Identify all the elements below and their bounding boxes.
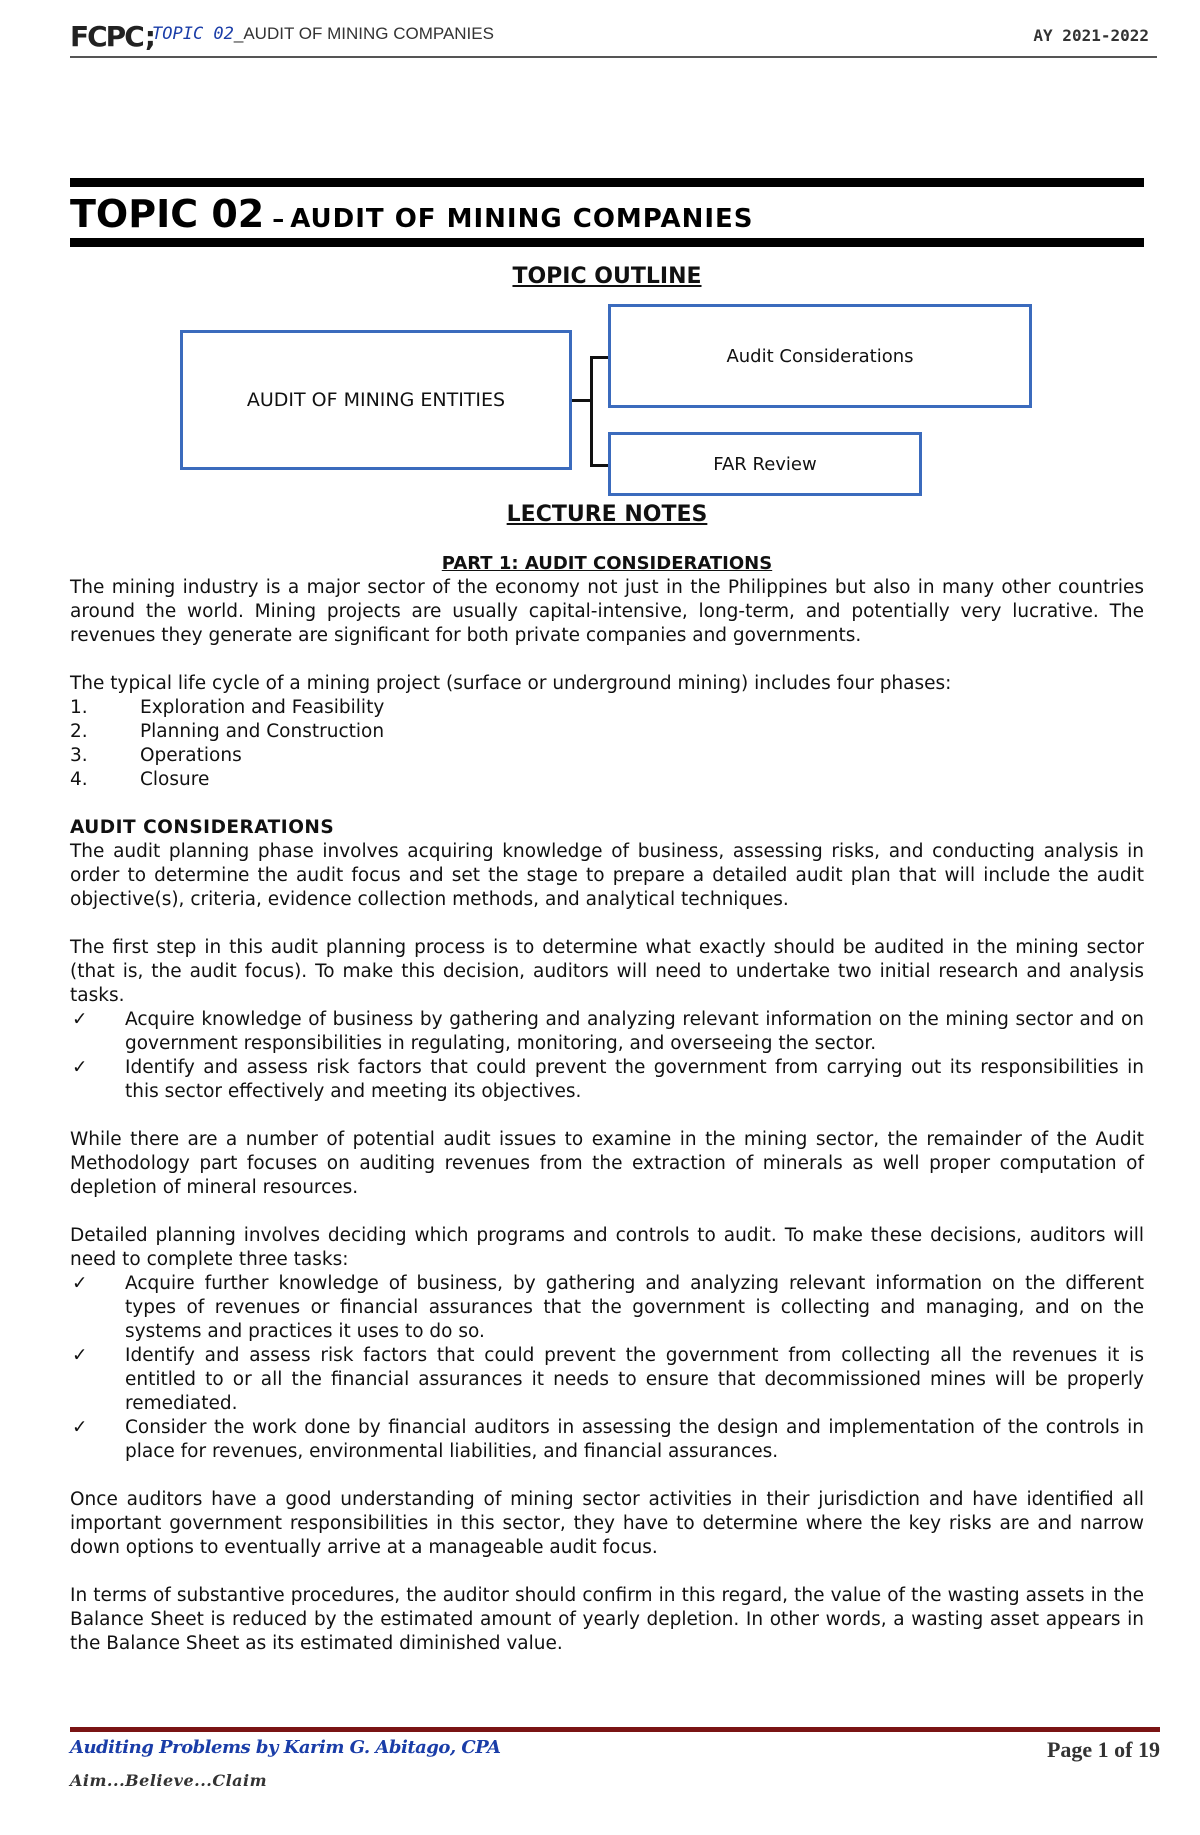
footer-author: Auditing Problems by Karim G. Abitago, CPA [70, 1737, 501, 1758]
list-item [70, 768, 1144, 792]
outline-branch-1-label: Audit Considerations [726, 345, 914, 367]
title-subtitle: AUDIT OF MINING COMPANIES [290, 204, 754, 234]
list-item-text: Operations [140, 745, 242, 766]
connector-to-branch-2 [590, 464, 608, 467]
checklist-text: Acquire further knowledge of business, by gathering and analyzing relevant information on the different types of revenues or financial assurances that the government is collecting and managing, and on the systems and practices it uses to do so. [125, 1273, 1144, 1342]
audit-paragraph-5: Once auditors have a good understanding of mining sector activities in their jurisdiction and have identified all important government responsibilities in this sector, they have to determine where the key risks are and narrow down options to eventually arrive at a manageable audit focus. [70, 1489, 1144, 1558]
outline-root-box [180, 330, 572, 470]
list-item-number: 3. [70, 745, 88, 766]
check-icon: ✓ [72, 1345, 88, 1366]
connector-horizontal-root [572, 399, 592, 402]
audit-paragraph-6: In terms of substantive procedures, the auditor should confirm in this regard, the value of the wasting assets in the Balance Sheet is reduced by the estimated amount of yearly depletion. In other words, a wasting asset appears in the Balance Sheet as its estimated diminished value. [70, 1585, 1144, 1654]
connector-to-branch-1 [590, 356, 608, 359]
title-main: TOPIC 02 [70, 192, 265, 236]
checklist-text: Identify and assess risk factors that could prevent the government from carrying out its responsibilities in this sector effectively and meeting its objectives. [125, 1057, 1144, 1102]
audit-paragraph-4: Detailed planning involves deciding which programs and controls to audit. To make these decisions, auditors will need to complete three tasks: [70, 1225, 1144, 1270]
header-separator: ; [144, 20, 156, 53]
outline-branch-audit-considerations [608, 304, 1032, 408]
outline-branch-far-review [608, 432, 922, 496]
lecture-notes-heading: LECTURE NOTES [506, 502, 708, 527]
check-icon: ✓ [72, 1009, 88, 1030]
list-item [70, 696, 1144, 720]
checklist-item [70, 1056, 1144, 1104]
checklist-text: Acquire knowledge of business by gathering and analyzing relevant information on the mining sector and on government responsibilities in regulating, monitoring, and overseeing the sector. [125, 1009, 1144, 1054]
title-rule-top [70, 178, 1144, 187]
topic-outline-heading: TOPIC OUTLINE [512, 264, 702, 289]
intro-paragraph: The mining industry is a major sector of the economy not just in the Philippines but also in many other countries around the world. Mining projects are usually capital-intensive, long-term, and potentially very lucrative. The revenues they generate are significant for both private companies and governments. [70, 577, 1144, 646]
audit-paragraph-1: The audit planning phase involves acquiring knowledge of business, assessing risks, and conducting analysis in order to determine the audit focus and set the stage to prepare a detailed audit plan that will include the audit objective(s), criteria, evidence collection methods, and analytical techniques. [70, 841, 1144, 910]
header-topic-code: TOPIC 02 [152, 24, 234, 44]
footer-rule [70, 1727, 1160, 1732]
header-topic [152, 24, 494, 44]
checklist-item [70, 1344, 1144, 1416]
list-item-number: 4. [70, 769, 88, 790]
page-header [70, 18, 1157, 58]
check-icon: ✓ [72, 1273, 88, 1294]
audit-considerations-heading: AUDIT CONSIDERATIONS [70, 817, 335, 838]
page-title [70, 192, 754, 236]
list-item [70, 744, 1144, 768]
check-icon: ✓ [72, 1417, 88, 1438]
title-dash: – [272, 205, 285, 233]
list-item-text: Exploration and Feasibility [140, 697, 385, 718]
checklist-item [70, 1008, 1144, 1056]
page-number: Page 1 of 19 [1046, 1737, 1160, 1762]
lecture-body [70, 552, 1144, 1656]
lifecycle-intro: The typical life cycle of a mining project (surface or underground mining) includes four phases: [70, 673, 952, 694]
fcpc-logo: FCPC; [70, 20, 156, 53]
audit-paragraph-2: The first step in this audit planning process is to determine what exactly should be audited in the mining sector (that is, the audit focus). To make this decision, auditors will need to undertake two initial research and analysis tasks. [70, 937, 1144, 1006]
phase-list [70, 696, 1144, 792]
checklist-item [70, 1416, 1144, 1464]
list-item-number: 1. [70, 697, 88, 718]
outline-root-label: AUDIT OF MINING ENTITIES [246, 389, 506, 411]
outline-branch-2-label: FAR Review [713, 453, 817, 475]
header-topic-name: _AUDIT OF MINING COMPANIES [233, 24, 494, 43]
list-item-number: 2. [70, 721, 88, 742]
list-item [70, 720, 1144, 744]
audit-paragraph-3: While there are a number of potential audit issues to examine in the mining sector, the remainder of the Audit Methodology part focuses on auditing revenues from the extraction of minerals as well proper computation of depletion of mineral resources. [70, 1129, 1144, 1198]
list-item-text: Planning and Construction [140, 721, 385, 742]
part-1-heading: PART 1: AUDIT CONSIDERATIONS [441, 553, 773, 574]
check-icon: ✓ [72, 1057, 88, 1078]
checklist-item [70, 1272, 1144, 1344]
connector-vertical [590, 356, 593, 466]
checklist-text: Consider the work done by financial auditors in assessing the design and implementation of the controls in place for revenues, environmental liabilities, and financial assurances. [125, 1417, 1144, 1462]
title-rule-bottom [70, 238, 1144, 247]
list-item-text: Closure [140, 769, 210, 790]
academic-year: AY 2021-2022 [1033, 26, 1149, 45]
checklist-text: Identify and assess risk factors that could prevent the government from collecting all the revenues it is entitled to or all the financial assurances it needs to ensure that decommissioned mines will be properly remediated. [125, 1345, 1144, 1414]
footer-motto: Aim...Believe...Claim [70, 1771, 268, 1790]
